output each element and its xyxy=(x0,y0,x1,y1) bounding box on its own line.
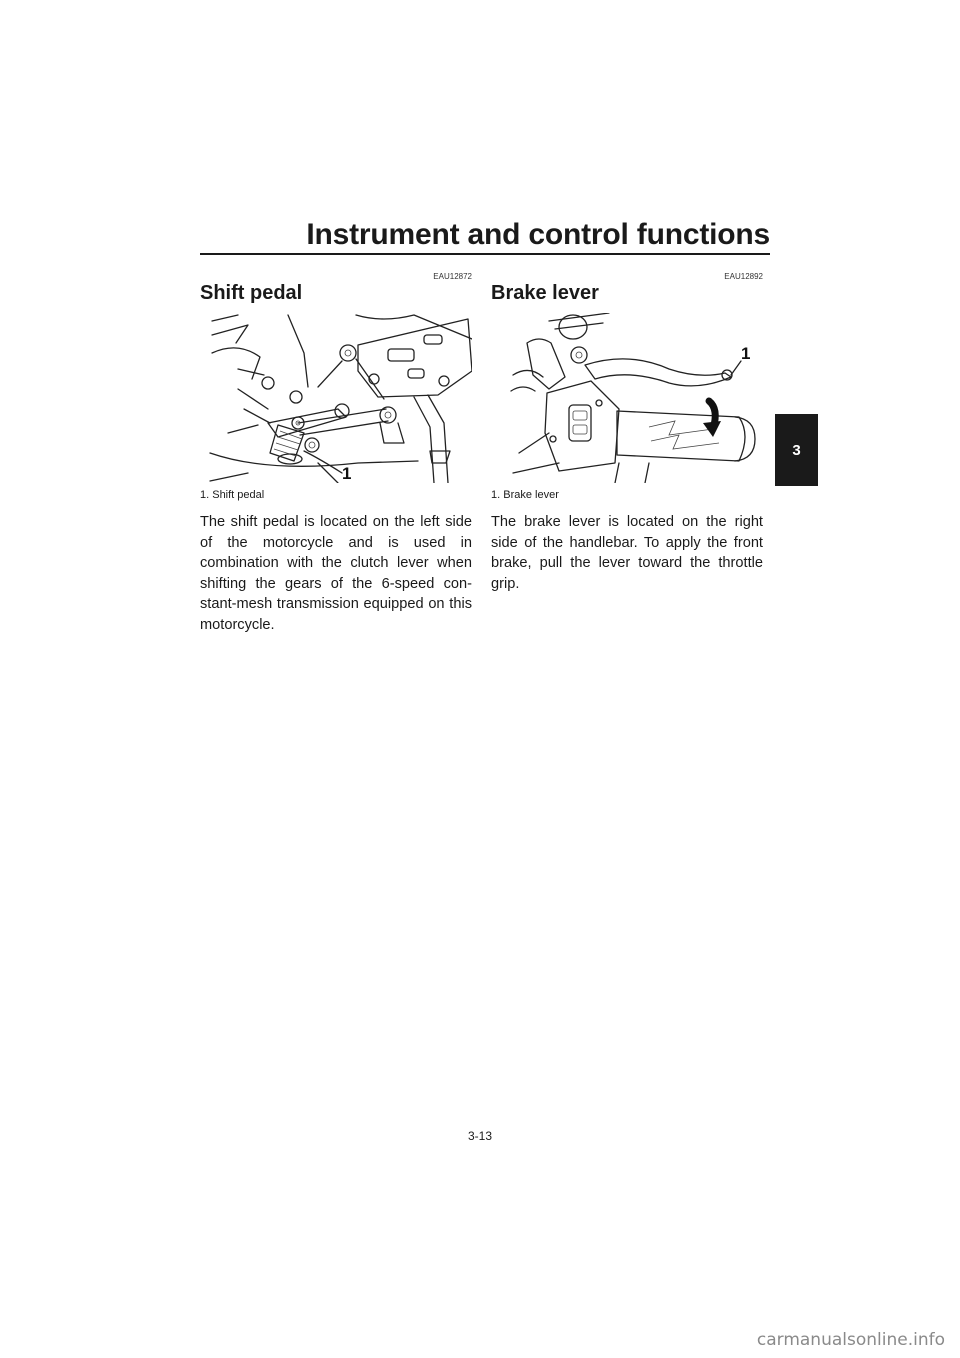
chapter-tab[interactable]: 3 xyxy=(775,414,818,486)
header-rule xyxy=(200,253,770,255)
page-number: 3-13 xyxy=(467,1129,493,1143)
figure-caption: 1. Shift pedal xyxy=(200,489,265,501)
figure-label: 1 xyxy=(342,464,352,483)
figure-caption: 1. Brake lever xyxy=(491,489,559,501)
section-code: EAU12872 xyxy=(433,272,472,281)
section-title: Shift pedal xyxy=(200,282,303,304)
page-header-title: Instrument and control functions xyxy=(306,218,770,251)
watermark[interactable]: carmanualsonline.info xyxy=(756,1330,945,1350)
brake-lever-illustration xyxy=(499,313,763,483)
section-title: Brake lever xyxy=(491,282,599,304)
section-code: EAU12892 xyxy=(724,272,763,281)
figure-label: 1 xyxy=(741,344,751,363)
shift-pedal-illustration xyxy=(208,313,472,483)
section-body: The brake lever is located on the right side of the handlebar. To apply the front brake, pull the lever toward the throttle grip. xyxy=(491,514,763,592)
section-body: The shift pedal is located on the left side of the motorcycle and is used in combination with the clutch lever when shifting the gears of the 6-speed con-stant-mesh transmission equipped on this motorcycle. xyxy=(200,514,472,633)
